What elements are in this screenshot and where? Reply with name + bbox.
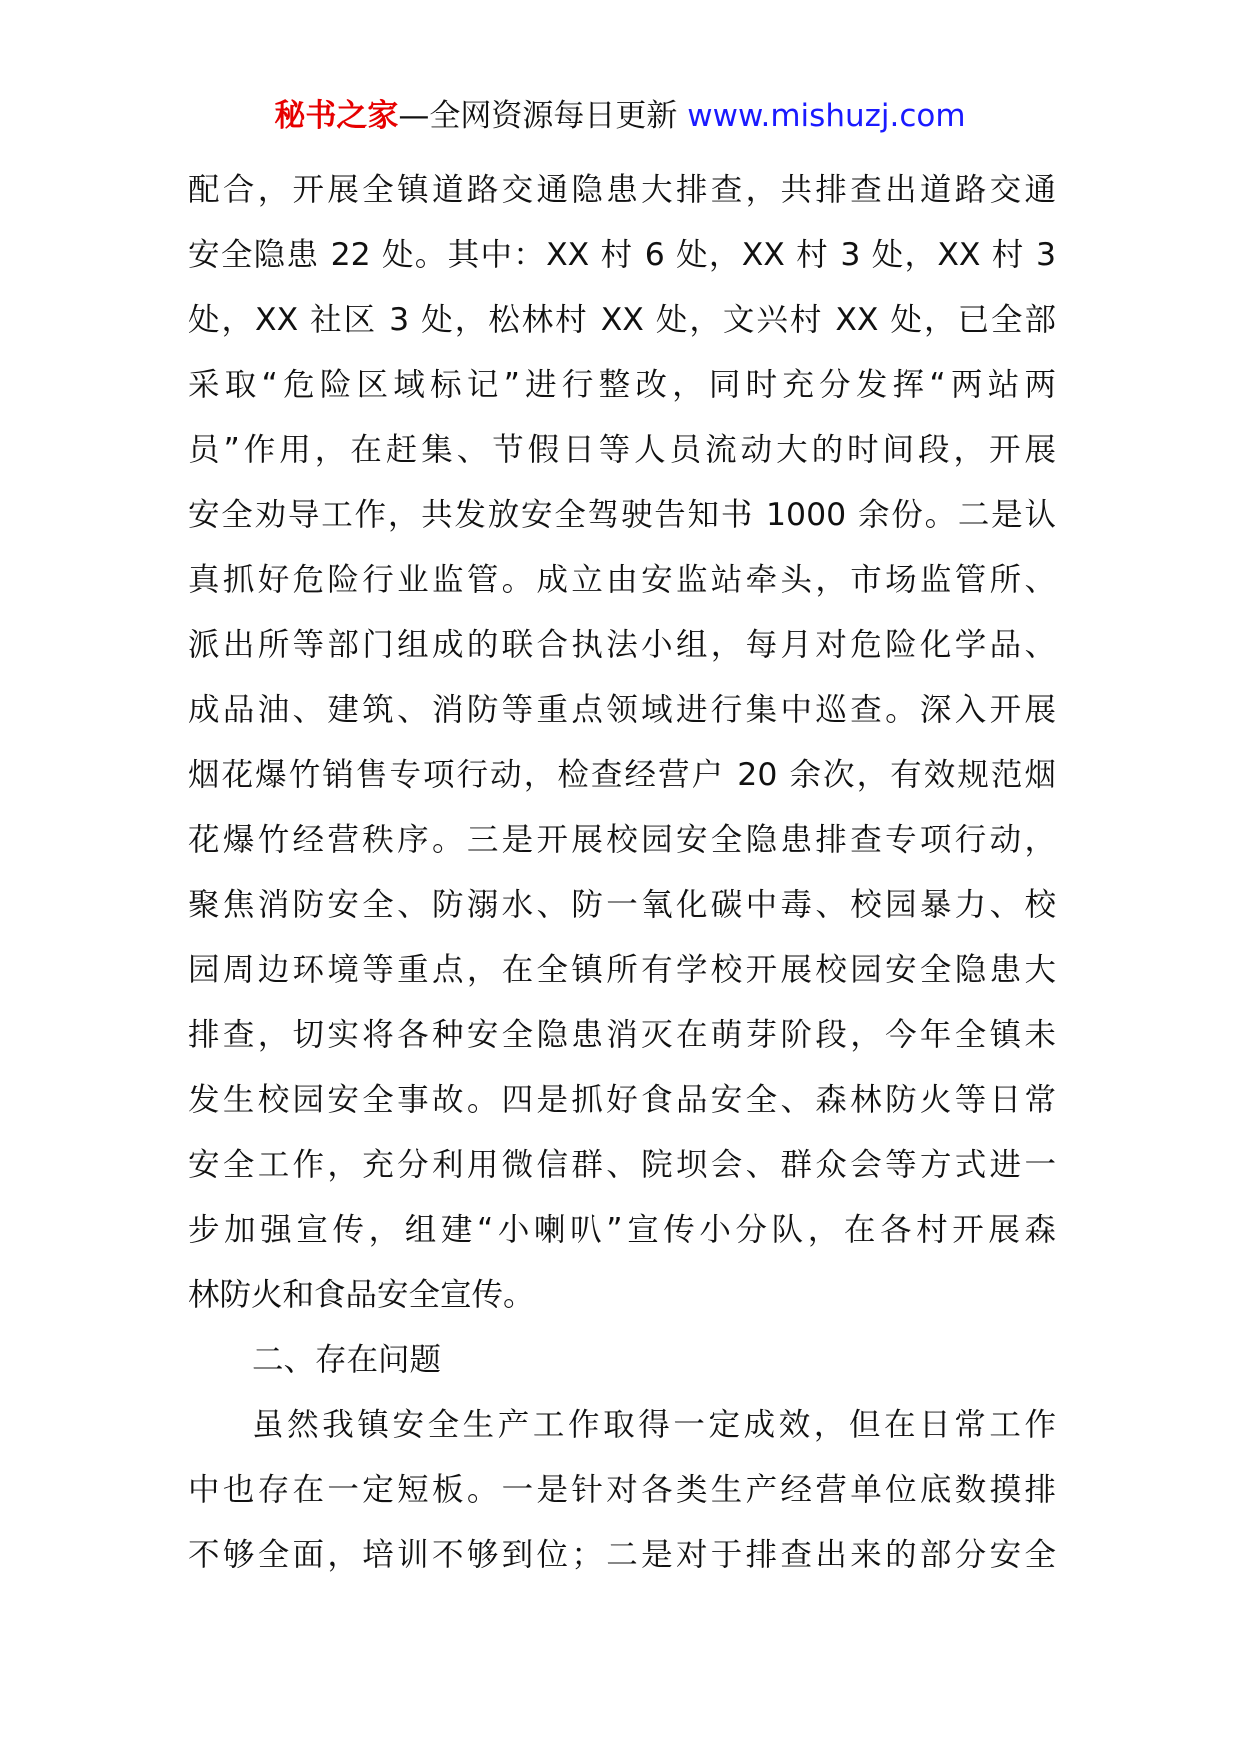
text-line: 聚焦消防安全、防溺水、防一氧化碳中毒、校园暴力、校 [188,887,1056,923]
header-tagline: —全网资源每日更新 [398,98,678,134]
text-line: 林防火和食品安全宣传。 [188,1277,535,1313]
text-line: 花爆竹经营秩序。三是开展校园安全隐患排查专项行动， [188,822,1056,858]
brand-name: 秘书之家 [274,98,399,134]
text-line: 步加强宣传，组建“小喇叭”宣传小分队，在各村开展森 [188,1212,1056,1248]
document-body [188,158,1056,1588]
section-heading: 二、存在问题 [252,1342,442,1378]
page-header [0,96,1240,136]
text-line: 成品油、建筑、消防等重点领域进行集中巡查。深入开展 [188,692,1056,728]
site-url-link[interactable]: www.mishuzj.com [687,98,966,134]
text-line: 配合，开展全镇道路交通隐患大排查，共排查出道路交通 [188,172,1056,208]
text-line: 安全隐患 22 处。其中：XX 村 6 处，XX 村 3 处，XX 村 3 [188,237,1056,273]
text-line: 园周边环境等重点，在全镇所有学校开展校园安全隐患大 [188,952,1056,988]
text-line: 排查，切实将各种安全隐患消灭在萌芽阶段，今年全镇未 [188,1017,1056,1053]
text-line: 员”作用，在赶集、节假日等人员流动大的时间段，开展 [188,432,1056,468]
text-line: 安全工作，充分利用微信群、院坝会、群众会等方式进一 [188,1147,1056,1183]
text-line: 中也存在一定短板。一是针对各类生产经营单位底数摸排 [188,1472,1056,1508]
text-line: 不够全面，培训不够到位；二是对于排查出来的部分安全 [188,1537,1056,1573]
text-line: 处，XX 社区 3 处，松林村 XX 处，文兴村 XX 处，已全部 [188,302,1056,338]
text-line: 安全劝导工作，共发放安全驾驶告知书 1000 余份。二是认 [188,497,1056,533]
text-line: 烟花爆竹销售专项行动，检查经营户 20 余次，有效规范烟 [188,757,1056,793]
text-line: 采取“危险区域标记”进行整改，同时充分发挥“两站两 [188,367,1056,403]
text-line: 虽然我镇安全生产工作取得一定成效，但在日常工作 [252,1407,1056,1443]
text-line: 派出所等部门组成的联合执法小组，每月对危险化学品、 [188,627,1056,663]
text-line: 真抓好危险行业监管。成立由安监站牵头，市场监管所、 [188,562,1056,598]
text-line: 发生校园安全事故。四是抓好食品安全、森林防火等日常 [188,1082,1056,1118]
